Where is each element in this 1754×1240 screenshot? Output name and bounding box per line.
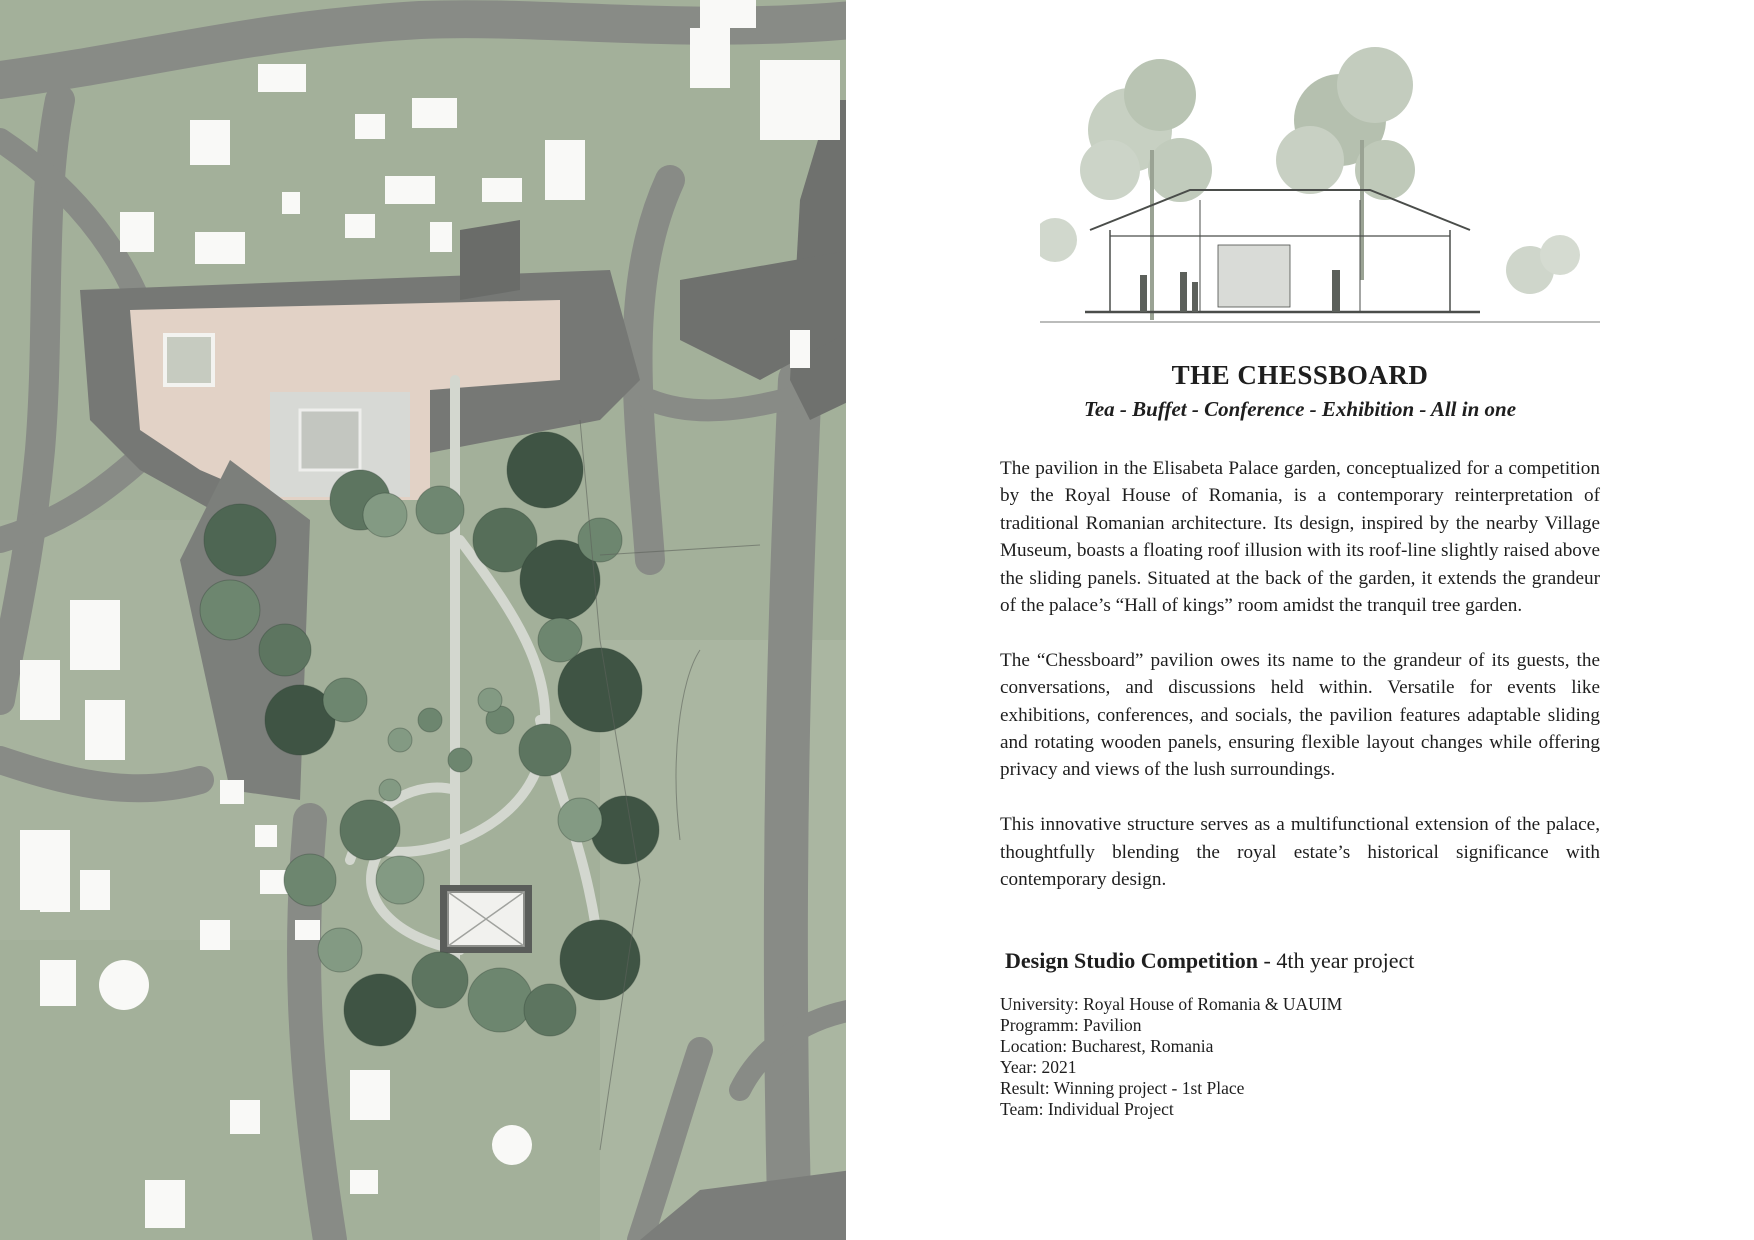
- detail-year: Year: 2021: [1000, 1057, 1077, 1077]
- description-paragraph-2: The “Chessboard” pavilion owes its name to the grandeur of its guests, the conversations, and discussions held within. Versatile for events like exhibitions, conferences, and socials, the pavilion features adaptable sliding and rotating wooden panels, ensuring flexible layout changes while offering privacy and views of the lush surroundings.: [1000, 649, 1600, 781]
- tree: [323, 678, 367, 722]
- detail-university: University: Royal House of Romania & UAUIM: [1000, 994, 1343, 1014]
- tree: [259, 624, 311, 676]
- tree: [200, 580, 260, 640]
- section-tree: [1124, 59, 1196, 131]
- pavilion-section-drawing: [1040, 40, 1600, 340]
- tree: [578, 518, 622, 562]
- building: [282, 192, 300, 214]
- tree: [388, 728, 412, 752]
- building: [20, 660, 60, 720]
- tree: [363, 493, 407, 537]
- building: [85, 700, 125, 760]
- detail-team: Team: Individual Project: [1000, 1099, 1174, 1119]
- building: [430, 222, 452, 252]
- round-building: [492, 1125, 532, 1165]
- detail-result: Result: Winning project - 1st Place: [1000, 1078, 1245, 1098]
- building: [195, 232, 245, 264]
- description-paragraph-3: This innovative structure serves as a multifunctional extension of the palace, thoughtfully blending the royal estate’s historical significance with contemporary design.: [1000, 814, 1600, 891]
- building: [258, 64, 306, 92]
- tree: [344, 974, 416, 1046]
- tree: [519, 724, 571, 776]
- building: [190, 120, 230, 165]
- tree: [448, 748, 472, 772]
- section-tree: [1540, 235, 1580, 275]
- building: [120, 212, 154, 252]
- project-text-panel: [1000, 360, 1600, 1119]
- sliding-panels: [1218, 245, 1290, 307]
- tree: [524, 984, 576, 1036]
- building: [760, 60, 840, 140]
- plan-edge: [846, 0, 852, 1240]
- tree: [558, 798, 602, 842]
- tree: [416, 486, 464, 534]
- human-figure: [1192, 282, 1198, 312]
- section-tree: [1080, 140, 1140, 200]
- section-tree: [1276, 126, 1344, 194]
- project-type-line: [1005, 948, 1414, 974]
- building: [40, 890, 70, 912]
- tree: [379, 779, 401, 801]
- round-building: [99, 960, 149, 1010]
- building: [350, 1070, 390, 1120]
- building: [255, 825, 277, 847]
- tree: [412, 952, 468, 1008]
- building: [220, 780, 244, 804]
- building: [482, 178, 522, 202]
- section-tree: [1337, 47, 1413, 123]
- project-description: [1000, 455, 1600, 921]
- tree-trunk: [1360, 140, 1364, 280]
- building: [412, 98, 457, 128]
- tree: [538, 618, 582, 662]
- building: [545, 140, 585, 200]
- building: [230, 1100, 260, 1134]
- building: [350, 1170, 378, 1194]
- tree: [340, 800, 400, 860]
- building: [355, 114, 385, 139]
- building: [790, 330, 810, 368]
- building: [40, 960, 76, 1006]
- section-trees: [1040, 47, 1580, 320]
- lawn-patch: [600, 640, 852, 1240]
- project-title: THE CHESSBOARD: [1171, 360, 1429, 390]
- section-roof: [1090, 190, 1470, 230]
- tree: [204, 504, 276, 576]
- detail-location: Location: Bucharest, Romania: [1000, 1036, 1214, 1056]
- tree: [284, 854, 336, 906]
- tree: [468, 968, 532, 1032]
- project-details: [1000, 994, 1342, 1120]
- human-figure: [1332, 270, 1340, 312]
- building: [145, 1180, 185, 1228]
- tree: [507, 432, 583, 508]
- tree: [478, 688, 502, 712]
- project-year-suffix: - 4th year project: [1258, 948, 1415, 973]
- building: [80, 870, 110, 910]
- tree: [558, 648, 642, 732]
- building: [690, 28, 730, 88]
- project-subtitle: Tea - Buffet - Conference - Exhibition - All in one: [1083, 397, 1517, 421]
- tree: [376, 856, 424, 904]
- building: [700, 0, 756, 28]
- human-figure: [1180, 272, 1187, 312]
- palace-courtyard-block: [165, 335, 213, 385]
- building: [70, 600, 120, 670]
- tree: [418, 708, 442, 732]
- road: [786, 380, 800, 1240]
- project-name: Design Studio Competition: [1005, 948, 1259, 973]
- dark-wall-strip: [460, 220, 520, 300]
- site-plan-drawing: [0, 0, 852, 1240]
- building: [295, 920, 320, 940]
- description-paragraph-1: The pavilion in the Elisabeta Palace garden, conceptualized for a competition by the Royal House of Romania, is a contemporary reinterpretation of traditional Romanian architecture. Its design, inspired by the nearby Village Museum, boasts a floating roof illusion with its roof-line slightly raised above the sliding panels. Situated at the back of the garden, it extends the grandeur of the palace’s “Hall of kings” room amidst the tranquil tree garden.: [1000, 458, 1600, 617]
- detail-programm: Programm: Pavilion: [1000, 1015, 1142, 1035]
- section-tree: [1148, 138, 1212, 202]
- building: [200, 920, 230, 950]
- tree: [591, 796, 659, 864]
- tree: [318, 928, 362, 972]
- palace-block: [300, 410, 360, 470]
- human-figure: [1140, 275, 1147, 312]
- tree-trunk: [1150, 150, 1154, 320]
- building: [385, 176, 435, 204]
- building: [345, 214, 375, 238]
- section-tree: [1040, 218, 1077, 262]
